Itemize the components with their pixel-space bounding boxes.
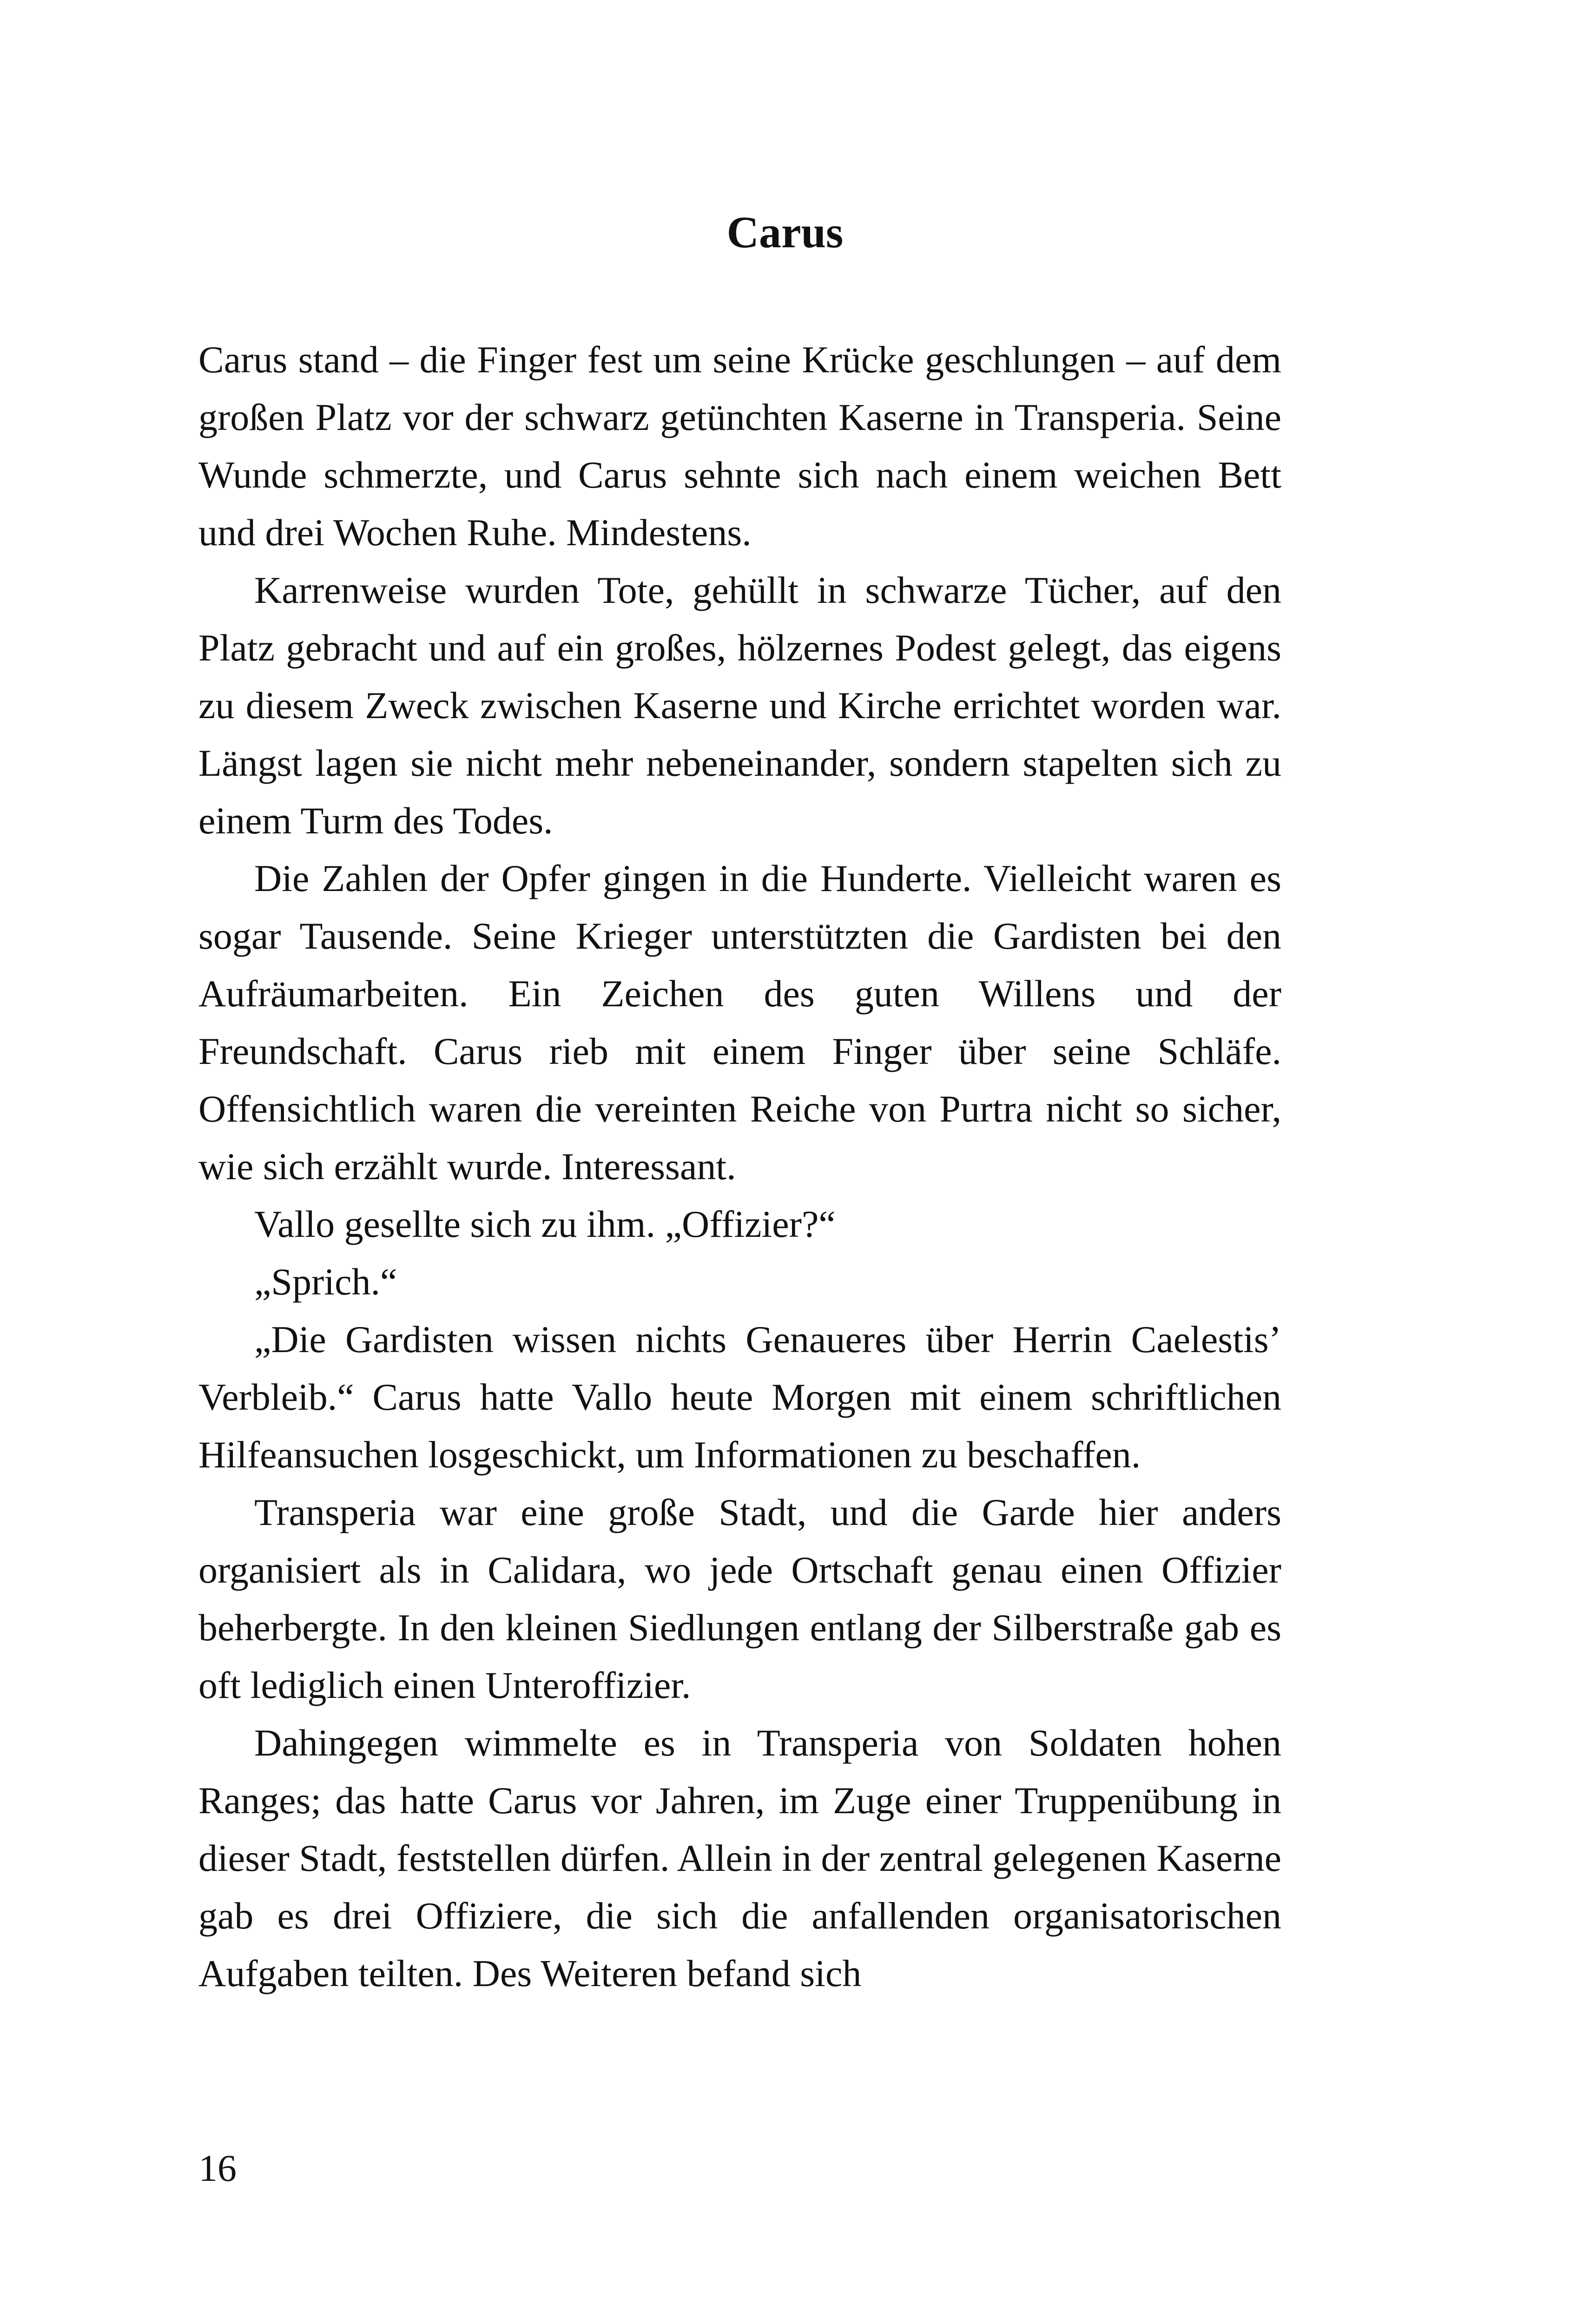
paragraph: Transperia war eine große Stadt, und die Garde hier anders organisiert als in Calidara, wo jede Ortschaft genau einen Offizier beherbergte. In den kleinen Siedlungen entlang der Silberstraße gab es oft lediglich einen Unteroffizier. (198, 1491, 1281, 1706)
body-text (198, 331, 1281, 2002)
paragraph: Dahingegen wimmelte es in Transperia von Soldaten hohen Ranges; das hatte Carus vor Jahren, im Zuge einer Truppenübung in dieser Stadt, feststellen dürfen. Allein in der zentral gelegenen Kaserne gab es drei Offiziere, die sich die anfallenden organisatorischen Aufgaben teilten. Des Weiteren befand sich (198, 1722, 1281, 1994)
chapter-title: Carus (726, 207, 844, 257)
paragraph: „Sprich.“ (254, 1261, 397, 1303)
paragraph: Carus stand – die Finger fest um seine Krücke geschlungen – auf dem großen Platz vor der schwarz getünchten Kaserne in Transperia. Seine Wunde schmerzte, und Carus sehnte sich nach einem weichen Bett und drei Wochen Ruhe. Mindestens. (198, 338, 1281, 554)
paragraph: Vallo gesellte sich zu ihm. „Offizier?“ (254, 1203, 836, 1245)
paragraph: „Die Gardisten wissen nichts Genaueres über Herrin Caelestis’ Verbleib.“ Carus hatte Vallo heute Morgen mit einem schriftlichen Hilfeansuchen losgeschickt, um Informationen zu beschaffen. (198, 1318, 1281, 1476)
paragraph: Karrenweise wurden Tote, gehüllt in schwarze Tücher, auf den Platz gebracht und auf ein großes, hölzernes Podest gelegt, das eigens zu diesem Zweck zwischen Kaserne und Kirche errichtet worden war. Längst lagen sie nicht mehr nebeneinander, sondern stapelten sich zu einem Turm des Todes. (198, 569, 1281, 842)
page-number: 16 (198, 2147, 237, 2189)
paragraph: Die Zahlen der Opfer gingen in die Hunderte. Vielleicht waren es sogar Tausende. Seine Krieger unterstützten die Gardisten bei den Aufräumarbeiten. Ein Zeichen des guten Willens und der Freundschaft. Carus rieb mit einem Finger über seine Schläfe. Offensichtlich waren die vereinten Reiche von Purtra nicht so sicher, wie sich erzählt wurde. Interessant. (198, 857, 1281, 1188)
